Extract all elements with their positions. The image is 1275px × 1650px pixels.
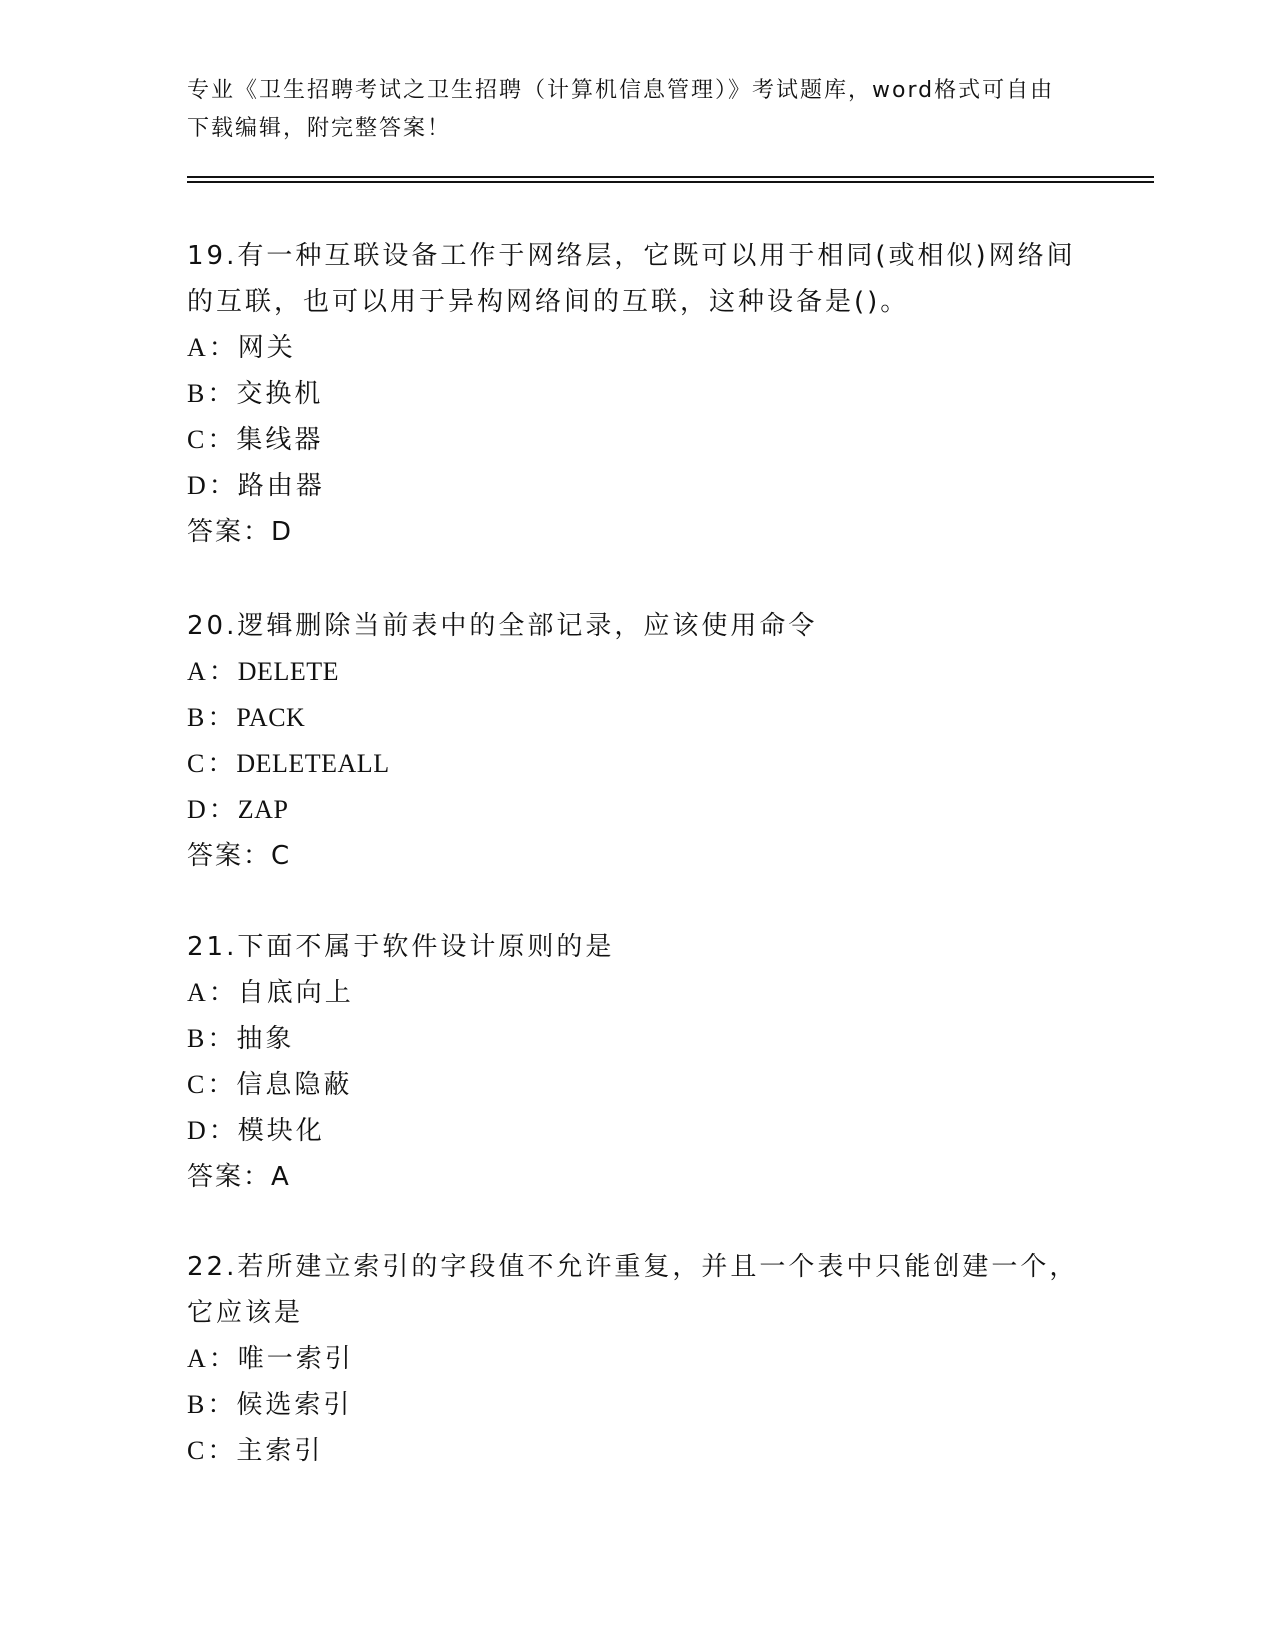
question-stem: 22.若所建立索引的字段值不允许重复，并且一个表中只能创建一个，它应该是 — [187, 1252, 1079, 1328]
option-text: 路由器 — [237, 471, 325, 501]
option-label: B： — [187, 703, 237, 732]
option-label: C： — [187, 425, 237, 454]
option-label: C： — [187, 1436, 237, 1465]
option-text: 网关 — [237, 333, 296, 363]
option-c — [187, 741, 1087, 787]
option-label: A： — [187, 333, 238, 362]
option-text: 抽象 — [236, 1024, 295, 1054]
option-b — [187, 1016, 1087, 1062]
option-b — [187, 1382, 1087, 1428]
option-a — [187, 970, 1087, 1016]
option-text: 唯一索引 — [237, 1344, 354, 1374]
option-label: D： — [187, 795, 238, 824]
option-text: 交换机 — [236, 379, 324, 409]
header-rule-bottom — [187, 181, 1154, 183]
option-label: A： — [187, 978, 238, 1007]
option-b — [187, 371, 1087, 417]
option-label: C： — [187, 749, 237, 778]
option-d — [187, 463, 1087, 509]
option-label: D： — [187, 1116, 238, 1145]
question-stem: 20.逻辑删除当前表中的全部记录，应该使用命令 — [187, 611, 818, 641]
question-20 — [187, 603, 1087, 879]
option-text: DELETE — [237, 657, 339, 686]
answer-line: 答案：D — [187, 517, 294, 547]
option-text: 信息隐蔽 — [236, 1070, 353, 1100]
option-c — [187, 417, 1087, 463]
option-label: A： — [187, 657, 238, 686]
option-text: ZAP — [237, 795, 289, 824]
option-label: C： — [187, 1070, 237, 1099]
option-label: B： — [187, 1024, 237, 1053]
option-label: B： — [187, 379, 237, 408]
option-text: 模块化 — [237, 1116, 325, 1146]
option-text: 集线器 — [236, 425, 324, 455]
question-stem: 19.有一种互联设备工作于网络层，它既可以用于相同(或相似)网络间的互联，也可以用于异构网络间的互联，这种设备是()。 — [187, 241, 1076, 317]
question-21 — [187, 924, 1087, 1200]
document-header: 专业《卫生招聘考试之卫生招聘（计算机信息管理）》考试题库，word格式可自由下载编辑，附完整答案！ — [187, 78, 1055, 141]
question-stem: 21.下面不属于软件设计原则的是 — [187, 932, 615, 962]
option-label: B： — [187, 1390, 237, 1419]
option-label: D： — [187, 471, 238, 500]
option-text: PACK — [236, 703, 306, 732]
option-label: A： — [187, 1344, 238, 1373]
option-d — [187, 787, 1087, 833]
answer-line: 答案：C — [187, 841, 292, 871]
answer-line: 答案：A — [187, 1162, 291, 1192]
option-a — [187, 649, 1087, 695]
option-c — [187, 1062, 1087, 1108]
option-text: 主索引 — [236, 1436, 324, 1466]
option-a — [187, 325, 1087, 371]
option-a — [187, 1336, 1087, 1382]
question-22 — [187, 1244, 1087, 1474]
option-b — [187, 695, 1087, 741]
question-19 — [187, 233, 1087, 555]
option-c — [187, 1428, 1087, 1474]
header-rule-top — [187, 176, 1154, 178]
option-text: 候选索引 — [236, 1390, 353, 1420]
option-text: 自底向上 — [237, 978, 354, 1008]
option-d — [187, 1108, 1087, 1154]
option-text: DELETEALL — [236, 749, 390, 778]
